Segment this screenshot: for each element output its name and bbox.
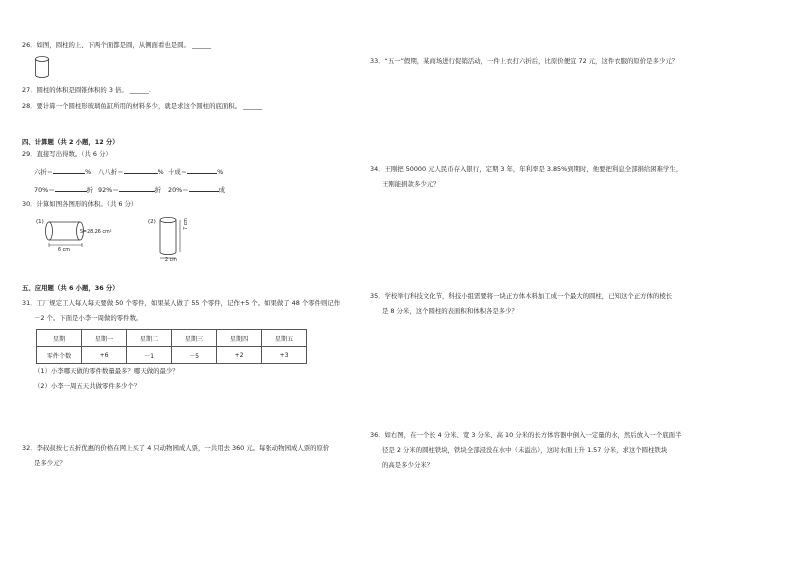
table-header-cell: 星期二 — [127, 330, 172, 347]
question-28: 28．要计算一个圆柱形玻璃鱼缸所用的材料多少，就是求这个圆柱的底面积。 ______ — [22, 102, 263, 110]
question-30-title: 30．计算如图各图形的体积。（共 6 分） — [22, 200, 138, 208]
fig2-diameter-label: 2 cm — [165, 258, 177, 263]
question-36-line-2: 径是 2 分米的圆柱铁块，铁块全部浸没在水中（未溢出），这时水面上升 1.57 分米，求这个圆柱铁块 — [382, 446, 668, 454]
table-row — [37, 347, 307, 364]
q29-item-2: 八八折＝ % — [98, 168, 164, 176]
table-header-cell: 星期四 — [217, 330, 262, 347]
question-31-line-2: －2 个。下面是小李一周做的零件数。 — [34, 314, 143, 322]
table-cell: －1 — [127, 347, 172, 364]
fig1-number: (1) — [36, 219, 44, 225]
question-34-line-1: 34．王刚把 50000 元人民币存入银行，定期 3 年，年利率是 3.85%到期时，他要把利息全部捐给困难学生， — [370, 165, 683, 173]
fig1-length-label: 6 cm — [58, 248, 70, 253]
table-header-row — [37, 330, 307, 347]
question-29-title: 29．直接写出得数。（共 6 分） — [22, 150, 112, 158]
section-4-heading: 四、计算题（共 2 小题，12 分） — [22, 138, 119, 146]
table-cell: 零件个数 — [37, 347, 82, 364]
table-cell: －5 — [172, 347, 217, 364]
q29-item-4: 70%＝ 折 — [34, 186, 93, 194]
question-31-sub-1: （1）小李哪天做的零件数量最多？哪天做的最少？ — [34, 367, 179, 375]
question-32-line-1: 32．李叔叔按七五折优惠的价格在网上买了 4 只动物园成人票，一共用去 360 元。每张动物园成人票的原价 — [22, 444, 330, 452]
table-cell: +6 — [82, 347, 127, 364]
q29-item-3: 十成＝ % — [168, 168, 224, 176]
question-32-line-2: 是多少元？ — [34, 459, 66, 467]
question-36-line-1: 36．如右图，在一个长 4 分米、宽 3 分米、高 10 分米的长方体容器中倒入一定量的水，然后放入一个底面半 — [370, 431, 682, 439]
question-35-line-2: 是 8 分米，这个圆柱的表面积和体积各是多少？ — [382, 307, 518, 315]
section-5-heading: 五、应用题（共 6 小题，36 分） — [22, 284, 119, 292]
question-31-sub-2: （2）小李一周五天共做零件多少个？ — [34, 382, 141, 390]
table-header-cell: 星期五 — [262, 330, 307, 347]
table-header-cell: 星期一 — [82, 330, 127, 347]
cylinder-figure-q26 — [34, 55, 50, 81]
question-27: 27．圆柱的体积是圆锥体积的 3 倍。 ______. — [22, 86, 151, 94]
table-header-cell: 星期三 — [172, 330, 217, 347]
table-cell: +3 — [262, 347, 307, 364]
question-36-line-3: 的高是多少分米？ — [382, 461, 434, 469]
fig2-height-label: 7 cm — [184, 218, 189, 230]
question-35-line-1: 35．学校举行科技文化节，科技小组需要将一块正方体木料加工成一个最大的圆柱，已知这个正方体的棱长 — [370, 292, 673, 300]
parts-table — [36, 329, 307, 364]
q29-item-6: 20%＝ 成 — [168, 186, 225, 194]
question-31-line-1: 31．工厂规定工人每人每天要做 50 个零件，如果某人做了 55 个零件，记作+5 个。如果做了 48 个零件则记作 — [22, 299, 341, 307]
fig1-area-label: S=28.26 cm² — [80, 230, 112, 235]
q29-item-1: 六折＝ % — [34, 168, 92, 176]
question-33: 33．“五一”假期，某商场进行促销活动，一件上衣打六折后，比原价便宜 72 元，这件衣服的原价是多少元？ — [370, 57, 679, 65]
table-header-cell: 星期 — [37, 330, 82, 347]
question-26: 26．如图，圆柱的上、下两个面都是圆，从侧面看也是圆。 ______ — [22, 41, 212, 49]
fig2-number: (2) — [148, 219, 156, 225]
q29-item-5: 92%＝ 折 — [98, 186, 161, 194]
question-34-line-2: 王刚能捐款多少元？ — [382, 180, 440, 188]
table-cell: +2 — [217, 347, 262, 364]
